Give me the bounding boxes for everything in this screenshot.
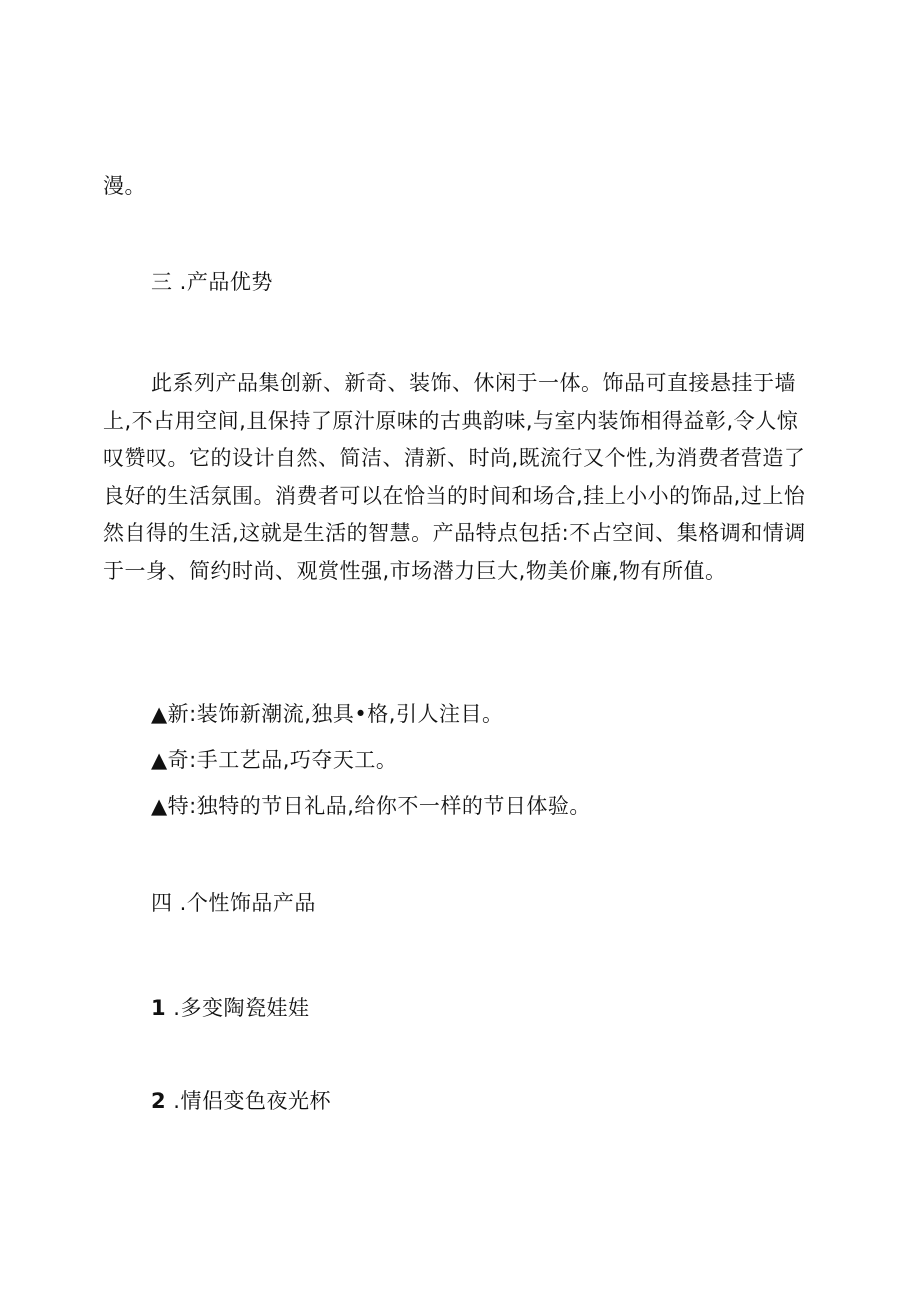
product-label: .多变陶瓷娃娃 (166, 996, 310, 1020)
paragraph-line: 此系列产品集创新、新奇、装饰、休闲于一体。饰品可直接悬挂于墙 (151, 371, 796, 395)
paragraph-line: 然自得的生活,这就是生活的智慧。产品特点包括:不占空间、集格调和情调 (103, 521, 806, 545)
product-number: 1 (151, 996, 167, 1020)
product-item (151, 1087, 331, 1115)
paragraph-line: 于一身、简约时尚、观赏性强,市场潜力巨大,物美价廉,物有所值。 (103, 558, 727, 583)
product-label: .情侣变色夜光杯 (166, 1089, 331, 1113)
feature-item-special: ▲特:独特的节日礼品,给你不一样的节日体验。 (151, 794, 591, 818)
product-number: 2 (151, 1089, 167, 1113)
continuation-text: 漫。 (103, 174, 146, 198)
paragraph-line: 良好的生活氛围。消费者可以在恰当的时间和场合,挂上小小的饰品,过上怡 (103, 483, 806, 508)
section-heading-product-advantages: 三 .产品优势 (151, 270, 273, 294)
feature-item-new: ▲新:装饰新潮流,独具•格,引人注目。 (151, 702, 504, 726)
paragraph-line: 上,不占用空间,且保持了原汁原味的古典韵味,与室内装饰相得益彰,令人惊 (103, 408, 799, 433)
product-item (151, 994, 309, 1022)
paragraph-line: 叹赞叹。它的设计自然、简洁、清新、时尚,既流行又个性,为消费者营造了 (103, 446, 806, 470)
feature-item-novel: ▲奇:手工艺品,巧夺天工。 (151, 748, 398, 772)
product-advantages-paragraph (103, 365, 823, 590)
section-heading-products: 四 .个性饰品产品 (151, 891, 316, 915)
